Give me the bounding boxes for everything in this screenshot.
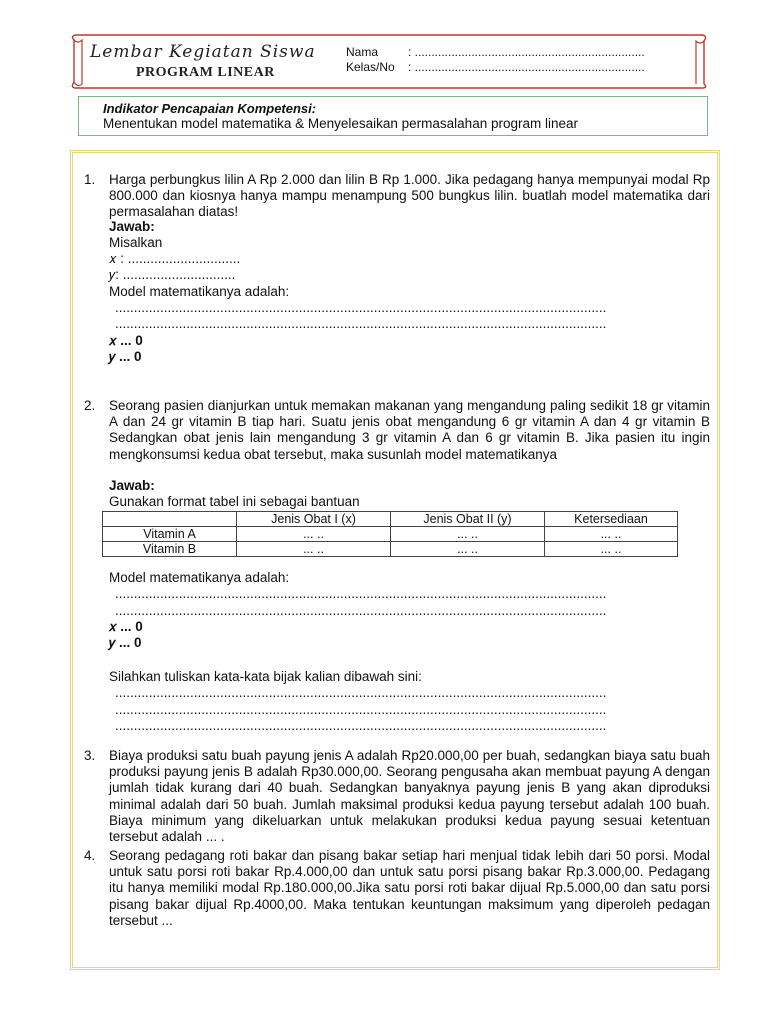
question-text: Biaya produksi satu buah payung jenis A adalah Rp20.000,00 per buah, sedangkan biaya satu buah produksi payung jenis B adalah Rp30.000,00. Seorang pengusaha akan membuat payung A dengan jumlah tidak kurang dari 40 buah. Sedangkan banyaknya payung jenis B yang akan diproduksi minimal adalah dari 50 buah. Jumlah maksimal produksi kedua payung tersebut adalah 100 buah. Biaya minimum yang dikeluarkan untuk melakukan produksi kedua payung sesuai ketentuan tersebut adalah ... .: [109, 748, 710, 845]
vitamin-table: [102, 511, 678, 557]
table-cell: Vitamin B: [103, 542, 237, 557]
table-cell[interactable]: ... ..: [391, 527, 545, 542]
y-constraint[interactable]: 𝑦 ... 0: [109, 635, 142, 650]
question-number: 4.: [84, 848, 96, 863]
table-cell[interactable]: ... ..: [237, 527, 391, 542]
x-constraint[interactable]: 𝑥 ... 0: [109, 333, 143, 348]
model-label: Model matematikanya adalah:: [109, 284, 290, 299]
competency-indicator-box: [78, 96, 708, 136]
table-row: [103, 527, 678, 542]
question-text: Seorang pedagang roti bakar dan pisang bakar setiap hari menjual tidak lebih dari 50 porsi. Modal untuk satu porsi roti bakar Rp.4.000,00 dan untuk satu porsi pisang bakar Rp.3.000,00. Pedagang itu hanya memiliki modal Rp.180.000,00.Jika satu porsi roti bakar dijual Rp.5.000,00 dan satu porsi pisang bakar dijual Rp.4000,00. Maka tentukan keuntungan maksimum yang diperoleh pedagan tersebut ...: [109, 848, 710, 928]
table-cell[interactable]: ... ..: [545, 542, 678, 557]
table-header-cell: [103, 512, 237, 527]
wise-words-prompt: Silahkan tuliskan kata-kata bijak kalian dibawah sini:: [109, 669, 422, 684]
y-definition[interactable]: 𝑦: ..............................: [109, 267, 236, 282]
indicator-text: Menentukan model matematika & Menyelesaikan permasalahan program linear: [103, 116, 578, 131]
question-number: 1.: [84, 172, 96, 187]
wise-words-line[interactable]: ...................................................................................................................................: [115, 718, 607, 733]
model-answer-line[interactable]: ...................................................................................................................................: [115, 300, 607, 315]
x-constraint[interactable]: 𝑥 ... 0: [109, 619, 143, 634]
question-text: Harga perbungkus lilin A Rp 2.000 dan lilin B Rp 1.000. Jika pedagang hanya mempunyai modal Rp 800.000 dan kiosnya hanya mampu menampung 500 bungkus lilin. buatlah model matematika dari permasalahan diatas!: [109, 172, 710, 220]
answer-label: Jawab:: [109, 478, 155, 493]
name-label: Nama: [346, 45, 379, 59]
model-label: Model matematikanya adalah:: [109, 570, 290, 585]
indicator-heading: Indikator Pencapaian Kompetensi:: [103, 101, 317, 116]
question-2: [84, 398, 710, 463]
question-text: Seorang pasien dianjurkan untuk memakan makanan yang mengandung paling sedikit 18 gr vitamin A dan 24 gr vitamin B tiap hari. Suatu jenis obat mengandung 6 gr vitamin A dan 4 gr vitamin B Sedangkan obat jenis lain mengandung 3 gr vitamin A dan 6 gr vitamin B. Jika pasien itu ingin mengkonsumsi kedua obat tersebut, maka susunlah model matematikanya: [109, 398, 710, 462]
table-row: [103, 542, 678, 557]
name-row: [346, 45, 645, 59]
class-field[interactable]: : .....................................................................: [408, 60, 645, 74]
model-answer-line[interactable]: ...................................................................................................................................: [115, 586, 607, 601]
worksheet-title: Lembar Kegiatan Siswa: [90, 42, 316, 62]
table-header-cell: Ketersediaan: [545, 512, 678, 527]
worksheet-subtitle: PROGRAM LINEAR: [136, 65, 275, 80]
wise-words-line[interactable]: ...................................................................................................................................: [115, 702, 607, 717]
header-banner: [68, 32, 710, 90]
x-definition[interactable]: 𝑥 : ..............................: [109, 251, 241, 266]
class-label: Kelas/No: [346, 60, 395, 74]
table-header-cell: Jenis Obat I (x): [237, 512, 391, 527]
table-cell[interactable]: ... ..: [237, 542, 391, 557]
question-1: [84, 172, 710, 221]
question-3: [84, 748, 710, 845]
question-4: [84, 848, 710, 929]
wise-words-line[interactable]: ...................................................................................................................................: [115, 685, 607, 700]
table-header-row: [103, 512, 678, 527]
answer-label: Jawab:: [109, 219, 155, 234]
question-number: 3.: [84, 748, 96, 763]
table-header-cell: Jenis Obat II (y): [391, 512, 545, 527]
table-hint: Gunakan format tabel ini sebagai bantuan: [109, 494, 360, 509]
table-cell[interactable]: ... ..: [545, 527, 678, 542]
suppose-label: Misalkan: [109, 235, 163, 250]
name-field[interactable]: : .....................................................................: [408, 45, 645, 59]
class-row: [346, 60, 645, 74]
question-number: 2.: [84, 398, 96, 413]
table-cell[interactable]: ... ..: [391, 542, 545, 557]
y-constraint[interactable]: 𝑦 ... 0: [109, 349, 142, 364]
table-cell: Vitamin A: [103, 527, 237, 542]
model-answer-line[interactable]: ...................................................................................................................................: [115, 316, 607, 331]
model-answer-line[interactable]: ...................................................................................................................................: [115, 603, 607, 618]
